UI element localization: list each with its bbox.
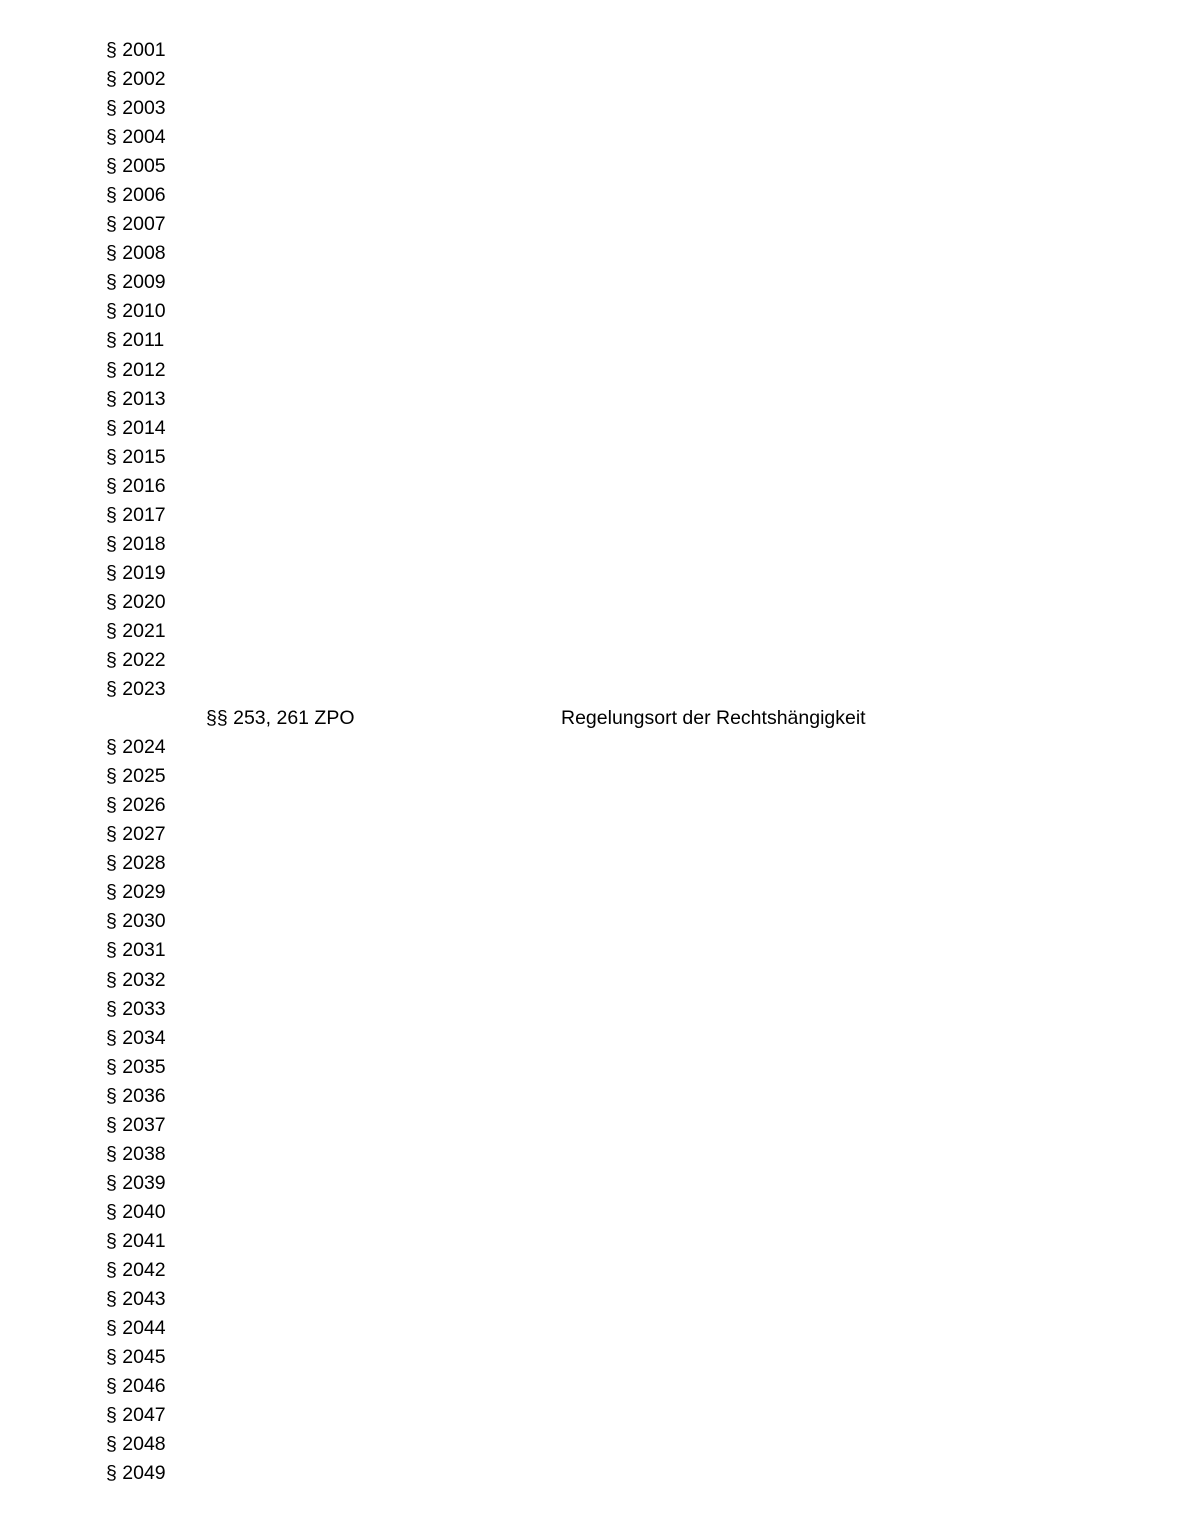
table-row: [0, 472, 1190, 501]
section-number: § 2022: [106, 648, 166, 671]
table-row: [0, 297, 1190, 326]
table-row: [0, 907, 1190, 936]
document-page: [0, 36, 1190, 1488]
section-number: § 2033: [106, 997, 166, 1020]
section-number: § 2005: [106, 155, 166, 178]
table-row: [0, 791, 1190, 820]
section-number: § 2038: [106, 1142, 166, 1165]
table-row: [0, 1430, 1190, 1459]
section-number: § 2012: [106, 358, 166, 381]
table-row: [0, 385, 1190, 414]
table-row: [0, 588, 1190, 617]
table-row: [0, 1053, 1190, 1082]
section-number: § 2037: [106, 1113, 166, 1136]
table-row: [0, 181, 1190, 210]
table-row: [0, 646, 1190, 675]
section-number: § 2046: [106, 1375, 166, 1398]
section-number: § 2027: [106, 823, 166, 846]
table-row: [0, 1198, 1190, 1227]
section-number: § 2028: [106, 852, 166, 875]
table-row: [0, 1140, 1190, 1169]
section-number: § 2034: [106, 1026, 166, 1049]
table-row: [0, 65, 1190, 94]
section-number: § 2044: [106, 1317, 166, 1340]
table-row: [0, 617, 1190, 646]
section-number: § 2047: [106, 1404, 166, 1427]
table-row: [0, 356, 1190, 385]
table-row: [0, 1111, 1190, 1140]
section-number: § 2006: [106, 184, 166, 207]
section-number: § 2007: [106, 213, 166, 236]
section-number: § 2015: [106, 445, 166, 468]
section-number: § 2008: [106, 242, 166, 265]
section-number: § 2035: [106, 1055, 166, 1078]
table-row: [0, 1372, 1190, 1401]
table-row: [0, 530, 1190, 559]
table-row: [0, 152, 1190, 181]
section-number: § 2024: [106, 736, 166, 759]
section-number: § 2019: [106, 561, 166, 584]
section-number: § 2048: [106, 1433, 166, 1456]
section-number: § 2036: [106, 1084, 166, 1107]
table-row: [0, 1227, 1190, 1256]
table-row: [0, 123, 1190, 152]
table-row: [0, 443, 1190, 472]
table-row: [0, 1314, 1190, 1343]
section-number: § 2031: [106, 939, 166, 962]
section-number: § 2029: [106, 881, 166, 904]
table-row: [0, 1401, 1190, 1430]
section-number: § 2001: [106, 39, 166, 61]
section-number: § 2043: [106, 1288, 166, 1311]
table-row: [0, 1285, 1190, 1314]
section-number: § 2020: [106, 590, 166, 613]
table-row: [0, 36, 1190, 65]
table-row: [0, 559, 1190, 588]
section-number: § 2032: [106, 968, 166, 991]
section-number: § 2013: [106, 387, 166, 410]
section-number: § 2003: [106, 97, 166, 120]
section-number: § 2042: [106, 1258, 166, 1281]
section-number: § 2004: [106, 126, 166, 149]
table-row: [0, 820, 1190, 849]
section-number: § 2025: [106, 765, 166, 788]
section-number: § 2030: [106, 910, 166, 933]
table-row: [0, 762, 1190, 791]
section-number: § 2018: [106, 532, 166, 555]
table-row: [0, 995, 1190, 1024]
table-row: [0, 966, 1190, 995]
section-number: § 2002: [106, 68, 166, 91]
cross-reference: §§ 253, 261 ZPO: [206, 707, 355, 730]
section-number: § 2040: [106, 1200, 166, 1223]
table-row: [0, 501, 1190, 530]
section-number: § 2023: [106, 678, 166, 701]
section-number: § 2009: [106, 271, 166, 294]
table-row: [0, 936, 1190, 965]
table-row: [0, 210, 1190, 239]
section-number: § 2045: [106, 1346, 166, 1369]
table-row: [0, 1459, 1190, 1488]
table-row: [0, 326, 1190, 355]
table-row: [0, 733, 1190, 762]
table-row: [0, 878, 1190, 907]
table-row: [0, 1024, 1190, 1053]
table-row: [0, 704, 1190, 733]
section-number: § 2049: [106, 1462, 166, 1485]
table-row: [0, 1082, 1190, 1111]
table-row: [0, 94, 1190, 123]
table-row: [0, 1343, 1190, 1372]
section-number: § 2026: [106, 794, 166, 817]
annotation-note: Regelungsort der Rechtshängigkeit: [561, 707, 866, 730]
table-row: [0, 675, 1190, 704]
table-row: [0, 1256, 1190, 1285]
section-number: § 2039: [106, 1171, 166, 1194]
section-number: § 2017: [106, 503, 166, 526]
section-number: § 2011: [106, 329, 165, 352]
section-number: § 2014: [106, 416, 166, 439]
table-row: [0, 1169, 1190, 1198]
table-row: [0, 849, 1190, 878]
table-row: [0, 414, 1190, 443]
table-row: [0, 239, 1190, 268]
section-number: § 2041: [106, 1229, 166, 1252]
section-number: § 2016: [106, 474, 166, 497]
table-row: [0, 268, 1190, 297]
section-number: § 2010: [106, 300, 166, 323]
section-number: § 2021: [106, 619, 166, 642]
